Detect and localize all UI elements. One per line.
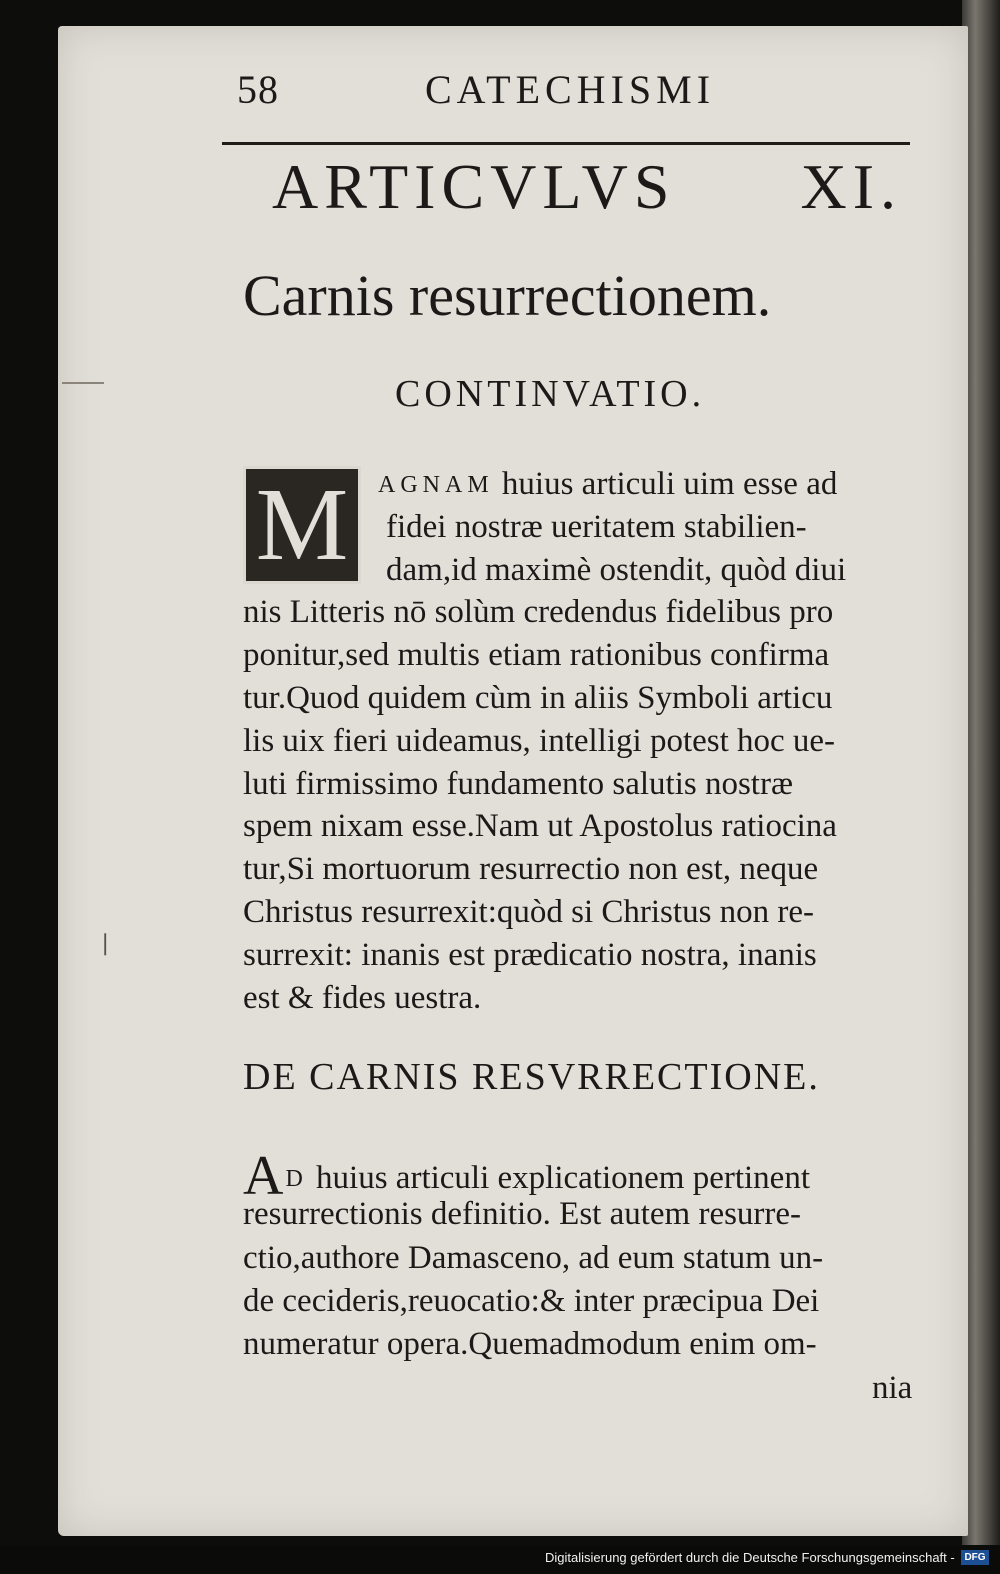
dfg-logo-badge: DFG bbox=[961, 1550, 989, 1565]
drop-cap-letter: M bbox=[255, 467, 349, 582]
text-line: surrexit: inanis est prædicatio nostra, inanis bbox=[243, 937, 817, 973]
text-line: nis Litteris nō solùm credendus fidelibus pro bbox=[243, 594, 834, 630]
text-line: numeratur opera.Quemadmodum enim om- bbox=[243, 1326, 817, 1362]
text-line-content: huius articuli uim esse ad bbox=[493, 466, 838, 502]
article-title-numeral: XI. bbox=[800, 151, 902, 222]
decorated-drop-cap bbox=[243, 466, 361, 584]
text-line: lis uix fieri uideamus, intelligi potest hoc ue- bbox=[243, 723, 836, 759]
catchword: nia bbox=[872, 1370, 913, 1406]
text-line: luti firmissimo fundamento salutis nostræ bbox=[243, 766, 793, 802]
text-line bbox=[378, 462, 837, 506]
text-line: spem nixam esse.Nam ut Apostolus ratiocina bbox=[243, 808, 837, 844]
opening-small-caps: AGNAM bbox=[378, 472, 494, 498]
text-line-content: huius articuli explicationem pertinent bbox=[307, 1160, 810, 1196]
text-line: tur.Quod quidem cùm in aliis Symboli articu bbox=[243, 680, 833, 716]
article-subject: Carnis resurrectionem. bbox=[243, 263, 772, 328]
text-line: ctio,authore Damasceno, ad eum statum un- bbox=[243, 1240, 824, 1276]
text-line: Christus resurrexit:quòd si Christus non re- bbox=[243, 894, 815, 930]
article-title-word: ARTICVLVS bbox=[272, 151, 676, 222]
text-line: dam,id maximè ostendit, quòd diui bbox=[386, 552, 847, 588]
margin-rule-mark bbox=[62, 382, 104, 384]
text-line: fidei nostræ ueritatem stabilien- bbox=[386, 509, 807, 545]
text-line: de cecideris,reuocatio:& inter præcipua Dei bbox=[243, 1283, 820, 1319]
digitization-credit: Digitalisierung gefördert durch die Deutsche Forschungsgemeinschaft - bbox=[545, 1550, 955, 1565]
text-line: ponitur,sed multis etiam rationibus confirma bbox=[243, 637, 830, 673]
header-rule bbox=[222, 142, 910, 145]
article-title bbox=[272, 150, 902, 224]
section-initial-small: D bbox=[285, 1166, 308, 1192]
text-line: est & fides uestra. bbox=[243, 980, 482, 1016]
text-line: tur,Si mortuorum resurrectio non est, neque bbox=[243, 851, 819, 887]
text-line: resurrectionis definitio. Est autem resurre- bbox=[243, 1196, 802, 1232]
section-initial: A bbox=[243, 1145, 284, 1207]
running-head: CATECHISMI bbox=[425, 67, 716, 112]
section-heading-continuatio: CONTINVATIO. bbox=[395, 373, 706, 415]
margin-ink-mark: ❘ bbox=[96, 930, 115, 955]
section-heading-de-carnis: DE CARNIS RESVRRECTIONE. bbox=[243, 1056, 820, 1098]
page-number: 58 bbox=[237, 67, 279, 112]
